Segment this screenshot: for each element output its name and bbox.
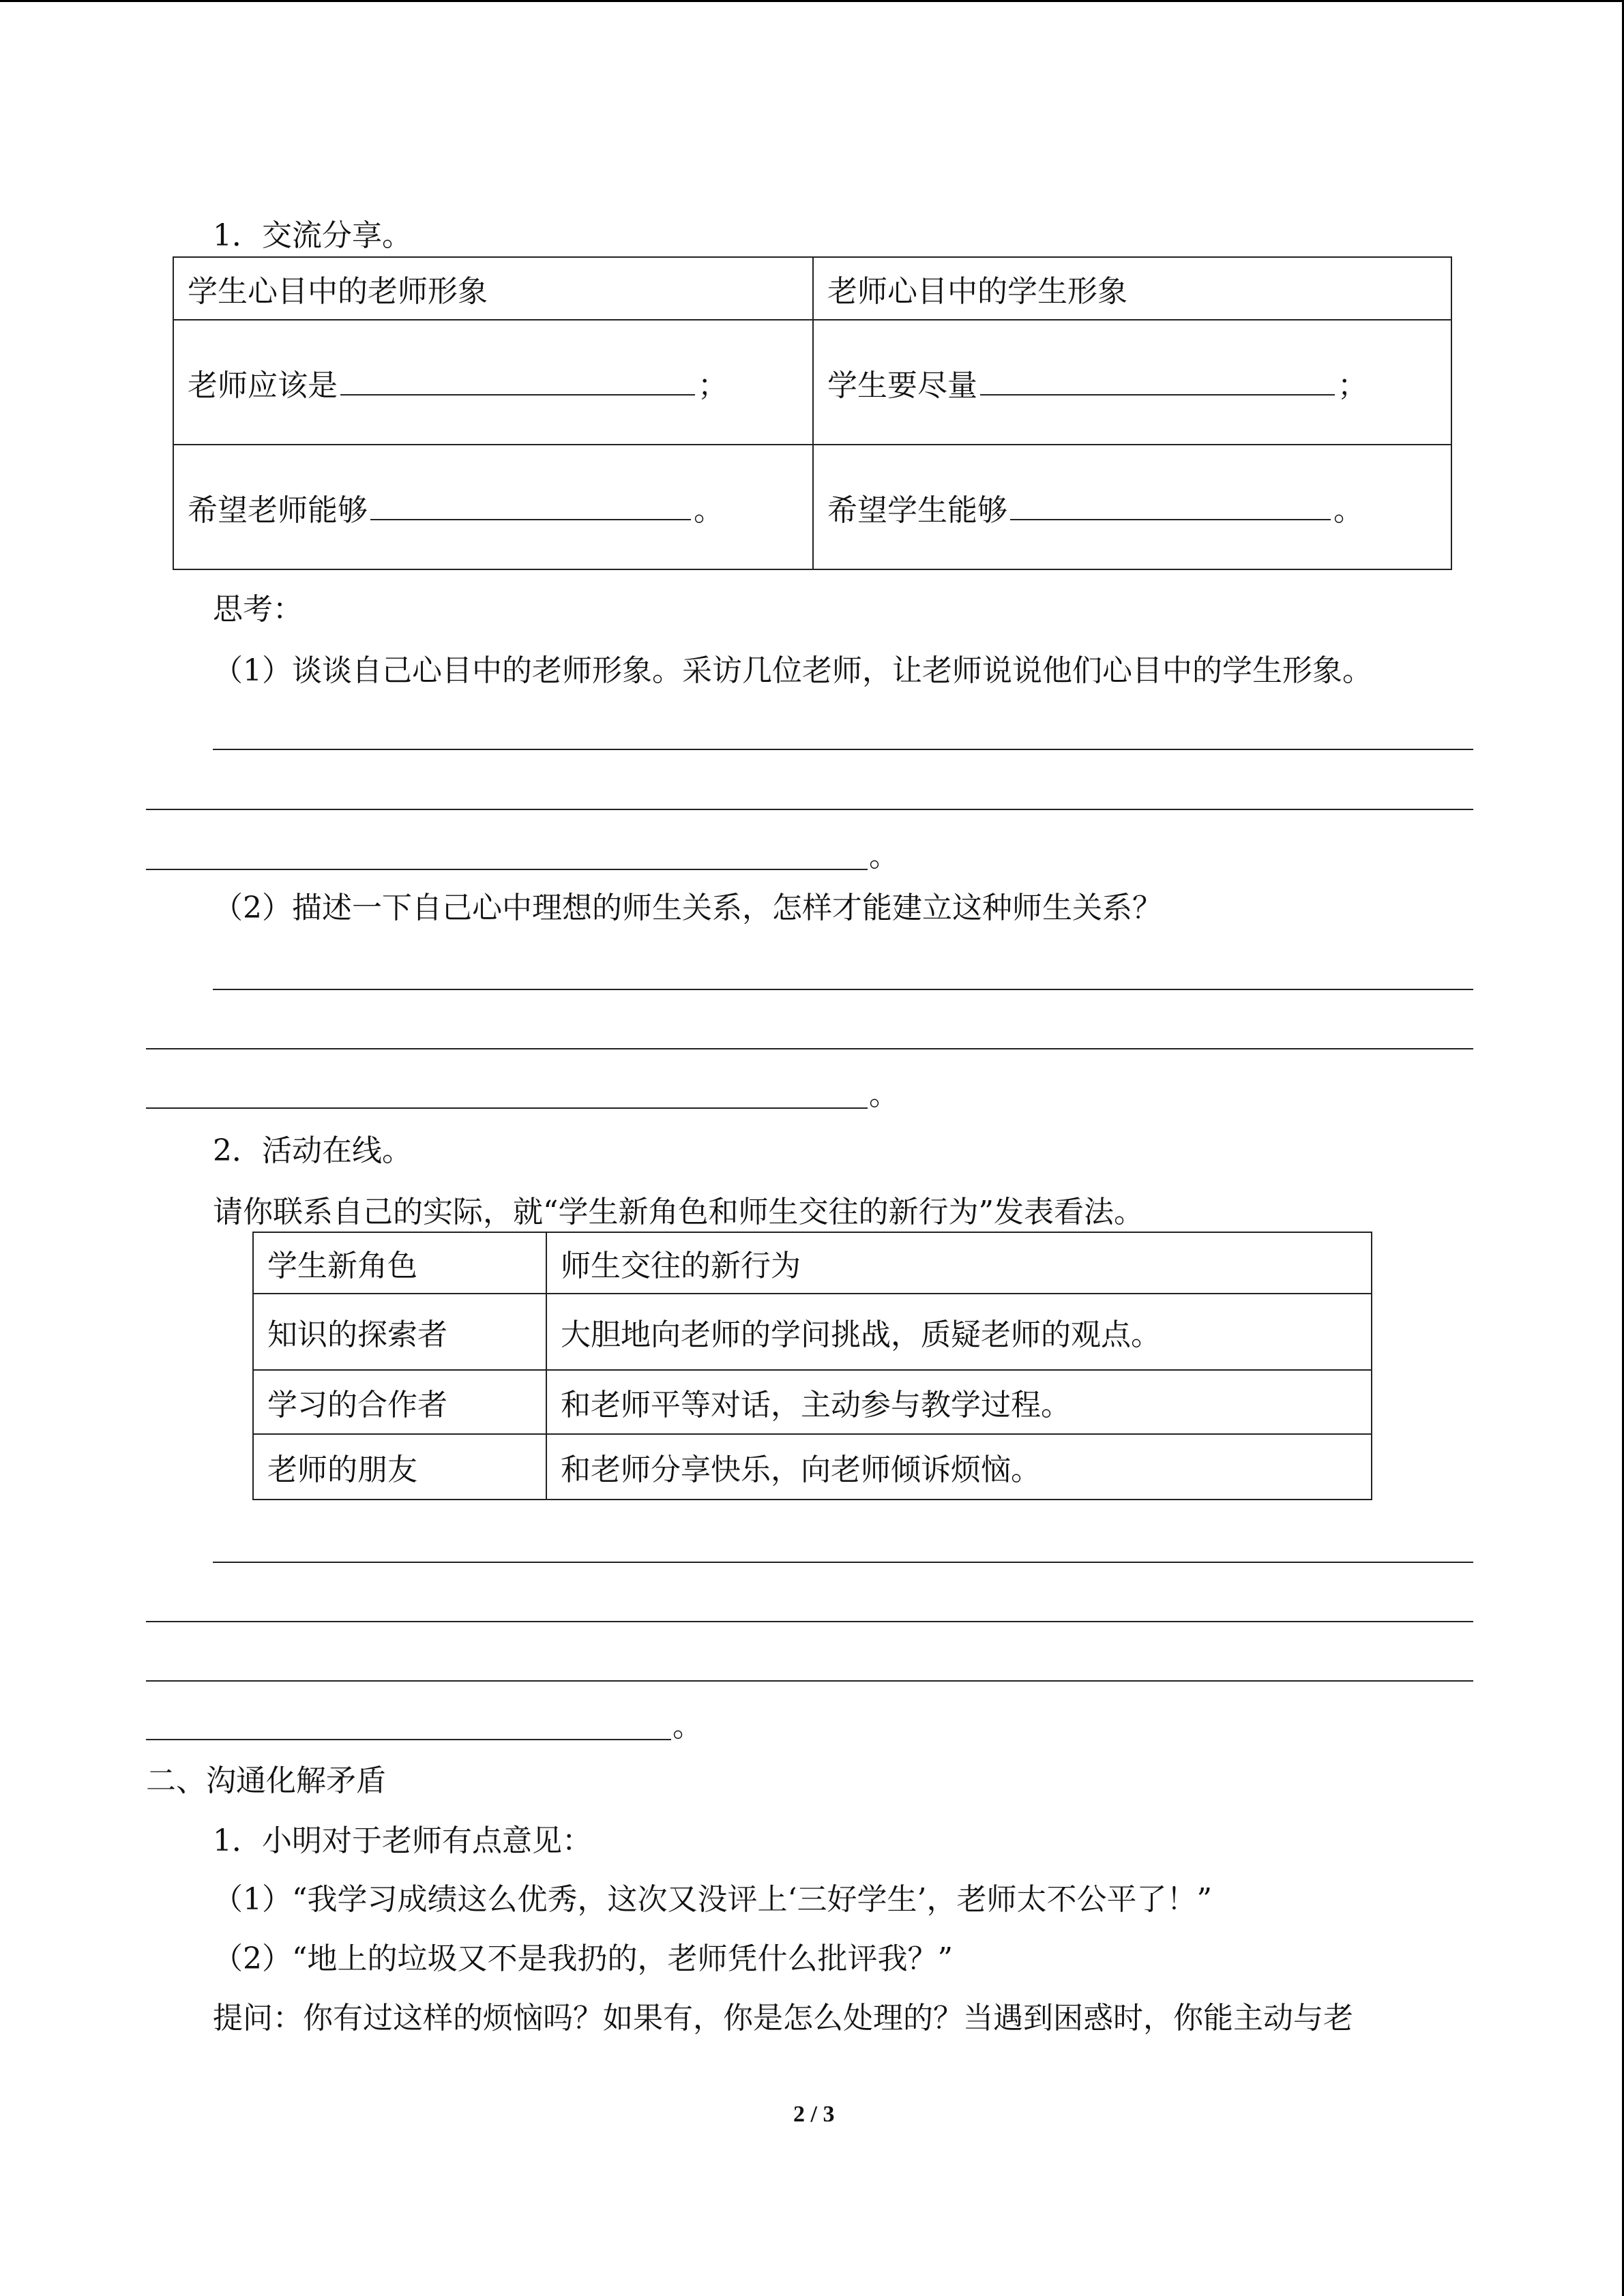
table-row xyxy=(253,1370,1372,1434)
answer-line[interactable] xyxy=(213,1562,1473,1563)
table-cell: 和老师平等对话，主动参与教学过程。 xyxy=(546,1370,1372,1434)
question-2: （2）描述一下自己心中理想的师生关系，怎样才能建立这种师生关系？ xyxy=(213,891,1162,925)
answer-line[interactable] xyxy=(213,749,1473,750)
answer-line[interactable] xyxy=(146,1048,1473,1049)
cell-prompt: 希望老师能够 xyxy=(188,492,368,528)
answer-line[interactable] xyxy=(146,809,1473,810)
cell-punct: 。 xyxy=(1333,492,1363,528)
cell-punct: ； xyxy=(698,368,728,403)
section-heading-activity: 2．活动在线。 xyxy=(213,1133,412,1168)
table-cell: 大胆地向老师的学问挑战，质疑老师的观点。 xyxy=(546,1294,1372,1370)
answer-blank[interactable] xyxy=(340,364,695,396)
image-comparison-table xyxy=(173,256,1452,570)
table-row xyxy=(173,445,1451,569)
header-cell-behavior: 师生交往的新行为 xyxy=(546,1232,1372,1294)
cell-prompt: 希望学生能够 xyxy=(827,492,1007,528)
section-heading-communication: 二、沟通化解矛盾 xyxy=(146,1763,386,1798)
answer-blank[interactable] xyxy=(1010,489,1331,520)
table-row xyxy=(253,1434,1372,1500)
table-row xyxy=(173,320,1451,445)
cell-prompt: 学生要尽量 xyxy=(827,368,977,403)
cell-prompt: 老师应该是 xyxy=(188,368,338,403)
table-cell xyxy=(173,320,813,445)
answer-end-punct: 。 xyxy=(869,1077,899,1112)
table-cell: 知识的探索者 xyxy=(253,1294,546,1370)
answer-blank[interactable] xyxy=(980,364,1335,396)
activity-prompt: 请你联系自己的实际，就“学生新角色和师生交往的新行为”发表看法。 xyxy=(213,1195,1144,1229)
question-1: （1）谈谈自己心目中的老师形象。采访几位老师，让老师说说他们心目中的学生形象。 xyxy=(213,653,1372,688)
quote-2: （2）“地上的垃圾又不是我扔的，老师凭什么批评我？” xyxy=(213,1941,953,1976)
answer-line[interactable] xyxy=(146,869,868,870)
page-number: 2 / 3 xyxy=(793,2102,835,2127)
header-cell-student-view: 学生心目中的老师形象 xyxy=(173,257,813,320)
table-cell: 和老师分享快乐，向老师倾诉烦恼。 xyxy=(546,1434,1372,1500)
table-cell xyxy=(813,320,1451,445)
table-header-row xyxy=(173,257,1451,320)
header-cell-role: 学生新角色 xyxy=(253,1232,546,1294)
table-header-row xyxy=(253,1232,1372,1294)
table-cell: 学习的合作者 xyxy=(253,1370,546,1434)
header-cell-teacher-view: 老师心目中的学生形象 xyxy=(813,257,1451,320)
think-label: 思考： xyxy=(213,592,303,627)
answer-line[interactable] xyxy=(146,1739,671,1740)
answer-line[interactable] xyxy=(213,989,1473,990)
cell-punct: 。 xyxy=(694,492,724,528)
cell-punct: ； xyxy=(1338,368,1368,403)
answer-line[interactable] xyxy=(146,1107,868,1109)
answer-end-punct: 。 xyxy=(673,1709,703,1744)
section-heading-exchange: 1．交流分享。 xyxy=(213,218,412,253)
table-row xyxy=(253,1294,1372,1370)
answer-line[interactable] xyxy=(146,1680,1473,1682)
answer-line[interactable] xyxy=(146,1621,1473,1622)
item-1: 1．小明对于老师有点意见： xyxy=(213,1823,592,1858)
table-cell xyxy=(173,445,813,569)
question-prompt: 提问：你有过这样的烦恼吗？如果有，你是怎么处理的？当遇到困惑时，你能主动与老 xyxy=(213,2001,1353,2036)
answer-end-punct: 。 xyxy=(869,839,899,874)
table-cell xyxy=(813,445,1451,569)
answer-blank[interactable] xyxy=(370,489,691,520)
roles-table xyxy=(252,1232,1372,1500)
quote-1: （1）“我学习成绩这么优秀，这次又没评上‘三好学生’，老师太不公平了！” xyxy=(213,1882,1212,1917)
table-cell: 老师的朋友 xyxy=(253,1434,546,1500)
page-top-border xyxy=(0,0,1624,2)
